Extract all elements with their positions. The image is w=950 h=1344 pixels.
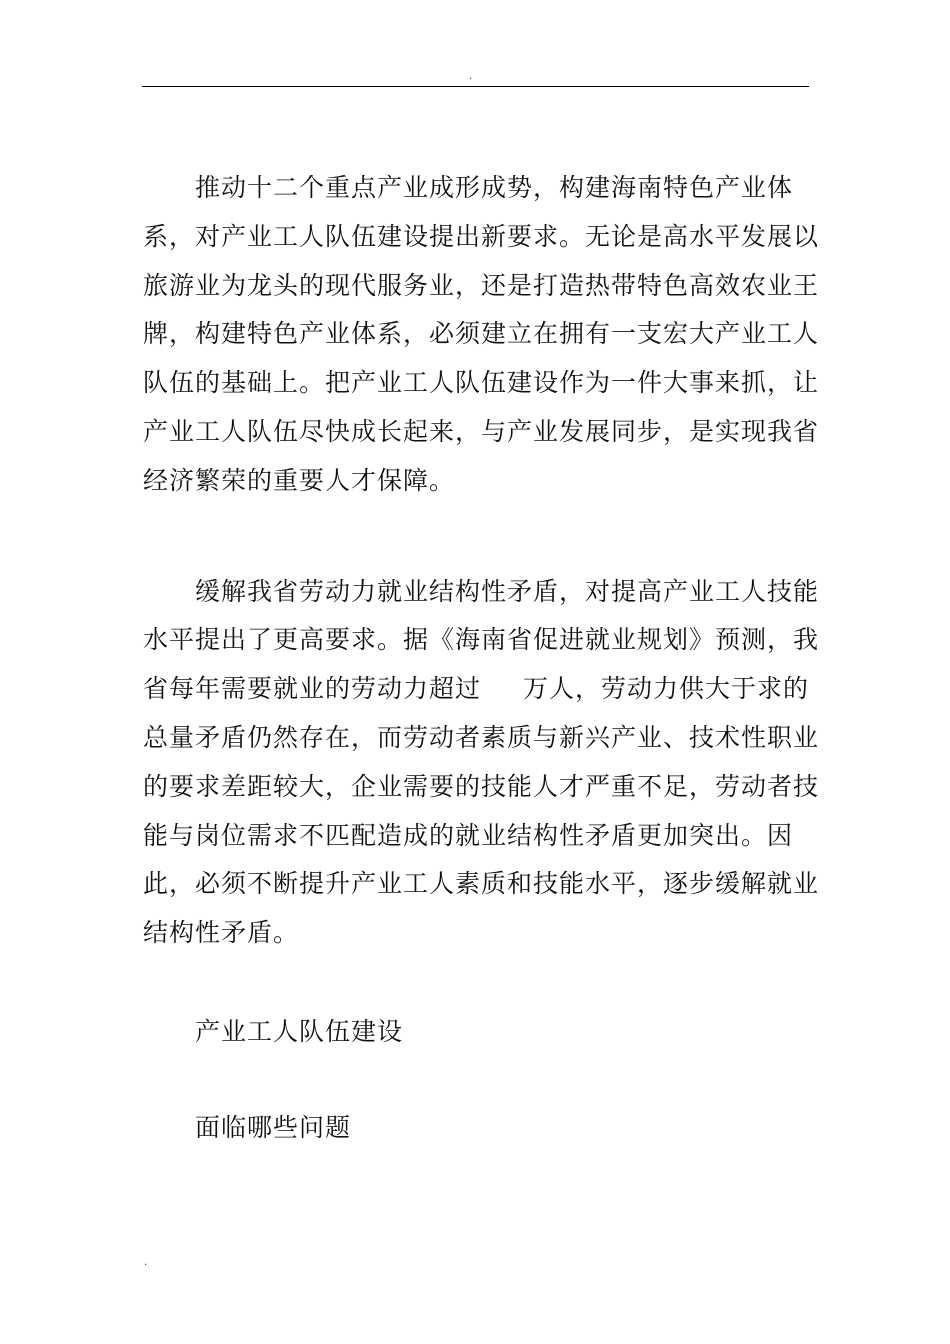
header-mark: . (469, 71, 473, 82)
footer-mark: . (144, 1257, 148, 1268)
header-divider (142, 86, 809, 87)
paragraph-employment-structure-part2: 万人，劳动力供大于求的总量矛盾仍然存在，而劳动者素质与新兴产业、技术性职业的要求差距较大，企业需要的技能人才严重不足，劳动者技能与岗位需求不匹配造成的就业结构性矛盾更加突出。因此，必须不断提升产业工人素质和技能水平，逐步缓解就业结构性矛盾。 (143, 674, 820, 948)
section-heading-problems: 面临哪些问题 (195, 1112, 352, 1142)
paragraph-employment-structure (143, 568, 833, 958)
document-body (143, 164, 833, 1146)
paragraph-industrial-system: 推动十二个重点产业成形成势，构建海南特色产业体系，对产业工人队伍建设提出新要求。无论是高水平发展以旅游业为龙头的现代服务业，还是打造热带特色高效农业王牌，构建特色产业体系，必须建立在拥有一支宏大产业工人队伍的基础上。把产业工人队伍建设作为一件大事来抓，让产业工人队伍尽快成长起来，与产业发展同步，是实现我省经济繁荣的重要人才保障。 (143, 173, 820, 495)
section-heading-workforce: 产业工人队伍建设 (195, 1016, 404, 1046)
paragraph-employment-structure-part1: 缓解我省劳动力就业结构性矛盾，对提高产业工人技能水平提出了更高要求。据《海南省促进就业规划》预测，我省每年需要就业的劳动力超过 (143, 576, 820, 704)
